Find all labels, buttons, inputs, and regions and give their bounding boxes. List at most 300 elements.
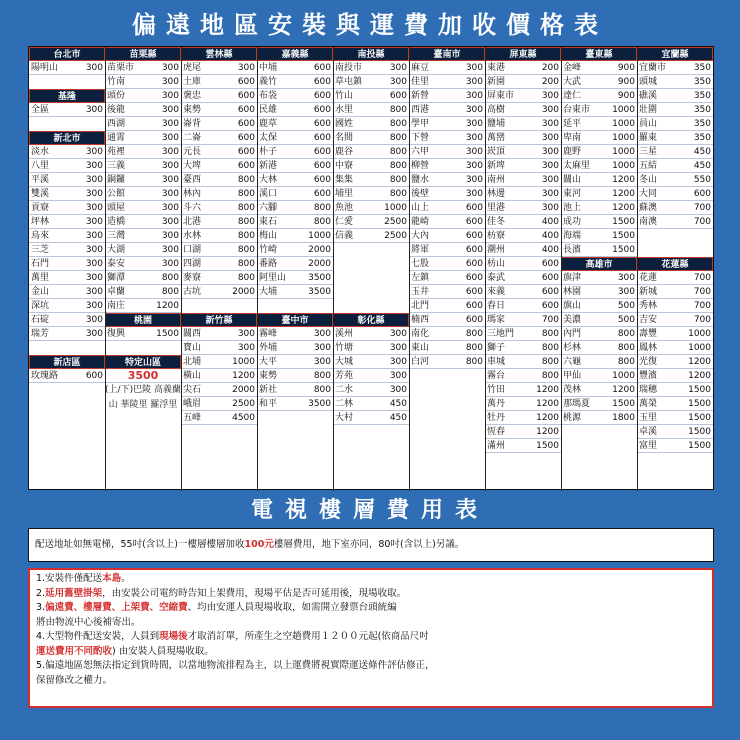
price-row — [637, 425, 713, 439]
area-price: 1200 — [688, 371, 711, 381]
area-name: 陽明山 — [31, 63, 59, 73]
area-name: 萬里 — [31, 273, 50, 283]
area-price: 1000 — [308, 231, 331, 241]
area-name: 延平 — [563, 119, 582, 129]
area-price: 1500 — [612, 399, 635, 409]
note-highlight: 延用舊壁掛架 — [45, 587, 103, 599]
area-price: 600 — [465, 245, 483, 255]
note-highlight: 運送費用不同酌收 — [36, 645, 113, 657]
area-name: 台東市 — [563, 105, 591, 115]
area-name: 車城 — [487, 357, 506, 367]
price-row — [561, 187, 637, 201]
area-price: 1000 — [688, 343, 711, 353]
floor-section-title: 電視樓層費用表 — [250, 497, 489, 523]
price-row — [333, 327, 409, 341]
area-name: 卓溪 — [639, 427, 658, 437]
area-price: 700 — [693, 273, 711, 283]
area-price: 700 — [541, 315, 559, 325]
area-name: 坪林 — [31, 217, 50, 227]
area-name: 復興 — [107, 329, 126, 339]
area-price: 350 — [693, 119, 711, 129]
note-text: 2. — [36, 587, 46, 599]
area-name: 金峰 — [563, 63, 582, 73]
area-name: 土庫 — [183, 77, 202, 87]
area-price: 300 — [389, 329, 407, 339]
area-name: 二崙 — [183, 133, 202, 143]
area-name: 鹽水 — [411, 175, 430, 185]
note-text: ) 由安裝人員現場收取。 — [112, 645, 214, 657]
area-price: 300 — [161, 91, 179, 101]
area-name: 冬山 — [639, 175, 658, 185]
area-price: 300 — [85, 287, 103, 297]
area-price: 300 — [161, 133, 179, 143]
area-name: 白河 — [411, 357, 430, 367]
price-row — [485, 145, 561, 159]
region-header: 特定山區 — [105, 355, 181, 369]
price-row — [181, 215, 257, 229]
area-price: 200 — [541, 77, 559, 87]
price-row — [105, 159, 181, 173]
price-row — [637, 313, 713, 327]
area-price: 800 — [237, 189, 255, 199]
price-row — [409, 299, 485, 313]
region-header: 彰化縣 — [333, 313, 409, 327]
area-price: 2000 — [308, 245, 331, 255]
area-name: 頭份 — [107, 91, 126, 101]
price-row — [257, 215, 333, 229]
area-name: 斗六 — [183, 203, 202, 213]
price-row — [181, 201, 257, 215]
area-name: 南投市 — [335, 63, 363, 73]
mountain-area-note: (上/下)巴陵 高義蘭山 華陵里 羅浮里 — [105, 385, 181, 410]
area-price: 450 — [693, 147, 711, 157]
area-name: 鹿谷 — [335, 147, 354, 157]
area-price: 1200 — [612, 175, 635, 185]
area-price: 800 — [389, 189, 407, 199]
area-price: 800 — [389, 105, 407, 115]
area-price: 800 — [237, 273, 255, 283]
price-row — [105, 117, 181, 131]
area-price: 600 — [465, 273, 483, 283]
price-row — [181, 341, 257, 355]
price-row — [409, 117, 485, 131]
area-name: 卑南 — [563, 133, 582, 143]
area-name: 大同 — [639, 189, 658, 199]
region-header: 臺中市 — [257, 313, 333, 327]
price-row — [637, 439, 713, 453]
area-name: 新園 — [487, 77, 506, 87]
price-row — [29, 215, 105, 229]
region-header: 基隆 — [29, 89, 105, 103]
area-price: 300 — [465, 105, 483, 115]
area-name: 壽豐 — [639, 329, 658, 339]
area-name: 潮州 — [487, 245, 506, 255]
price-row — [637, 103, 713, 117]
area-price: 2000 — [308, 259, 331, 269]
area-price: 300 — [161, 203, 179, 213]
price-row — [561, 411, 637, 425]
area-price: 300 — [541, 189, 559, 199]
region-header: 花蓮縣 — [637, 257, 713, 271]
price-row — [637, 271, 713, 285]
note-highlight: 現場後 — [159, 631, 188, 642]
area-price: 500 — [617, 301, 635, 311]
area-name: 金山 — [31, 287, 50, 297]
area-price: 300 — [465, 147, 483, 157]
price-row — [105, 75, 181, 89]
price-row — [485, 131, 561, 145]
area-name: 那瑪夏 — [563, 399, 591, 409]
area-name: 楠西 — [411, 315, 430, 325]
area-name: 成功 — [563, 217, 582, 227]
price-row — [105, 103, 181, 117]
area-name: 烏來 — [31, 231, 50, 241]
note-text: ，由安裝公司電約時告知上架費用，現場平估是否可延用後，現場收取。 — [102, 587, 407, 599]
region-header: 臺東縣 — [561, 47, 637, 61]
area-price: 1200 — [612, 203, 635, 213]
area-price: 1200 — [536, 427, 559, 437]
price-row — [105, 285, 181, 299]
area-name: 新港 — [259, 161, 278, 171]
area-price: 1500 — [688, 441, 711, 451]
area-price: 600 — [313, 147, 331, 157]
price-row — [561, 229, 637, 243]
area-price: 300 — [465, 133, 483, 143]
area-name: 豐濱 — [639, 371, 658, 381]
price-row — [409, 145, 485, 159]
price-row — [637, 355, 713, 369]
area-price: 1200 — [688, 357, 711, 367]
area-price: 400 — [541, 217, 559, 227]
area-name: 恆春 — [487, 427, 506, 437]
area-name: 瑞芳 — [31, 329, 50, 339]
price-row — [29, 257, 105, 271]
area-name: 瑞穗 — [639, 385, 658, 395]
area-name: 蘇澳 — [639, 203, 658, 213]
area-price: 1000 — [612, 161, 635, 171]
area-name: 里港 — [487, 203, 506, 213]
area-name: 海端 — [563, 231, 582, 241]
price-row — [105, 145, 181, 159]
area-name: 林邊 — [487, 189, 506, 199]
note-line — [36, 601, 706, 616]
price-row — [485, 201, 561, 215]
area-price: 350 — [693, 133, 711, 143]
price-row — [409, 243, 485, 257]
area-name: 旗山 — [563, 301, 582, 311]
area-price: 800 — [313, 217, 331, 227]
column-divider — [637, 47, 638, 491]
area-name: 新城 — [639, 287, 658, 297]
price-row — [181, 173, 257, 187]
area-name: 關山 — [563, 175, 582, 185]
area-price: 300 — [85, 259, 103, 269]
price-row — [485, 355, 561, 369]
area-name: 東山 — [411, 343, 430, 353]
area-name: 枋山 — [487, 259, 506, 269]
area-price: 300 — [85, 161, 103, 171]
price-row — [637, 117, 713, 131]
area-price: 800 — [237, 259, 255, 269]
area-price: 800 — [161, 287, 179, 297]
area-name: 西湖 — [107, 119, 126, 129]
area-name: 竹塘 — [335, 343, 354, 353]
area-price: 300 — [237, 329, 255, 339]
price-row — [29, 229, 105, 243]
area-price: 600 — [313, 63, 331, 73]
area-price: 300 — [389, 371, 407, 381]
region-header: 台北市 — [29, 47, 105, 61]
price-row — [561, 75, 637, 89]
area-name: 朴子 — [259, 147, 278, 157]
price-row — [181, 397, 257, 411]
area-price: 700 — [693, 315, 711, 325]
area-price: 550 — [693, 175, 711, 185]
area-price: 800 — [389, 147, 407, 157]
area-name: 鹿野 — [563, 147, 582, 157]
area-name: 枋寮 — [487, 231, 506, 241]
price-row — [181, 369, 257, 383]
price-row — [409, 159, 485, 173]
area-price: 600 — [541, 273, 559, 283]
area-price: 700 — [693, 301, 711, 311]
region-header: 新北市 — [29, 131, 105, 145]
area-price: 300 — [161, 161, 179, 171]
area-name: 卓蘭 — [107, 287, 126, 297]
note-text: 1.安裝件僅配送 — [36, 573, 103, 584]
price-row — [561, 327, 637, 341]
column-divider — [409, 47, 410, 491]
area-price: 600 — [237, 91, 255, 101]
area-price: 300 — [541, 91, 559, 101]
area-price: 300 — [465, 119, 483, 129]
area-price: 800 — [237, 217, 255, 227]
area-name: 竹崎 — [259, 245, 278, 255]
area-price: 300 — [85, 147, 103, 157]
price-row — [105, 89, 181, 103]
area-price: 400 — [541, 245, 559, 255]
floor-fee-box — [28, 528, 714, 562]
price-row — [181, 285, 257, 299]
price-row — [333, 187, 409, 201]
area-price: 300 — [237, 63, 255, 73]
area-name: 草屯鎮 — [335, 77, 363, 87]
area-name: 東勢 — [259, 371, 278, 381]
area-name: 五峰 — [183, 413, 202, 423]
area-price: 800 — [313, 203, 331, 213]
area-price: 1200 — [536, 399, 559, 409]
price-row — [409, 257, 485, 271]
area-price: 800 — [237, 203, 255, 213]
area-name: 大平 — [259, 357, 278, 367]
area-name: 泰武 — [487, 273, 506, 283]
area-name: 二水 — [335, 385, 354, 395]
area-price: 300 — [465, 91, 483, 101]
price-row — [485, 257, 561, 271]
area-name: 屏東市 — [487, 91, 515, 101]
price-row — [257, 89, 333, 103]
price-row — [485, 439, 561, 453]
note-line — [36, 587, 706, 602]
area-price: 900 — [617, 91, 635, 101]
area-name: 褒忠 — [183, 91, 202, 101]
area-name: 來義 — [487, 287, 506, 297]
area-price: 300 — [161, 245, 179, 255]
price-row — [485, 327, 561, 341]
area-price: 600 — [465, 259, 483, 269]
area-price: 450 — [389, 399, 407, 409]
area-name: 美濃 — [563, 315, 582, 325]
area-name: 南州 — [487, 175, 506, 185]
area-name: 溪州 — [335, 329, 354, 339]
area-price: 800 — [541, 357, 559, 367]
area-name: 林內 — [183, 189, 202, 199]
area-name: 牡丹 — [487, 413, 506, 423]
price-row — [181, 229, 257, 243]
price-row — [485, 215, 561, 229]
price-row — [181, 61, 257, 75]
area-name: 太保 — [259, 133, 278, 143]
area-price: 300 — [85, 245, 103, 255]
area-price: 1200 — [232, 371, 255, 381]
area-name: 二林 — [335, 399, 354, 409]
area-name: 光復 — [639, 357, 658, 367]
area-name: 阿里山 — [259, 273, 287, 283]
area-name: 宜蘭市 — [639, 63, 667, 73]
price-row — [181, 243, 257, 257]
price-row — [637, 341, 713, 355]
price-row — [333, 369, 409, 383]
price-row — [257, 159, 333, 173]
area-price: 700 — [693, 203, 711, 213]
price-row — [29, 173, 105, 187]
price-row — [561, 355, 637, 369]
area-name: 雙溪 — [31, 189, 50, 199]
area-price: 300 — [161, 105, 179, 115]
price-row — [409, 75, 485, 89]
area-name: 左鎮 — [411, 273, 430, 283]
price-row — [105, 369, 181, 383]
area-name: 鹿草 — [259, 119, 278, 129]
area-price: 600 — [465, 315, 483, 325]
page-title: 偏遠地區安裝與運費加收價格表 — [132, 10, 608, 39]
price-row — [637, 173, 713, 187]
area-price: 350 — [693, 105, 711, 115]
note-line — [36, 645, 706, 660]
price-row — [485, 299, 561, 313]
price-row — [561, 313, 637, 327]
area-price: 300 — [541, 175, 559, 185]
area-price: 600 — [237, 147, 255, 157]
price-row — [105, 187, 181, 201]
price-row — [637, 159, 713, 173]
area-name: 南化 — [411, 329, 430, 339]
price-row — [29, 299, 105, 313]
price-row — [485, 285, 561, 299]
region-header: 屏東縣 — [485, 47, 561, 61]
area-name: 七股 — [411, 259, 430, 269]
area-price: 1200 — [612, 385, 635, 395]
area-price: 450 — [389, 413, 407, 423]
note-text: 才取消訂單，所產生之空趟費用１２００元起(依商品尺吋 — [187, 631, 429, 642]
price-row — [637, 383, 713, 397]
price-row — [105, 131, 181, 145]
area-name: 柳營 — [411, 161, 430, 171]
price-row — [181, 75, 257, 89]
area-price: 600 — [465, 217, 483, 227]
price-row — [181, 187, 257, 201]
price-row — [561, 159, 637, 173]
area-name: 東石 — [259, 217, 278, 227]
area-name: 梅山 — [259, 231, 278, 241]
price-row — [485, 173, 561, 187]
note-text: 保留修改之權力。 — [36, 674, 113, 686]
price-row — [637, 131, 713, 145]
price-row — [485, 75, 561, 89]
area-name: 桃源 — [563, 413, 582, 423]
price-row — [257, 131, 333, 145]
price-row — [637, 285, 713, 299]
price-row — [637, 75, 713, 89]
area-name: 獅潭 — [107, 273, 126, 283]
area-price: 600 — [465, 287, 483, 297]
area-name: 大武 — [563, 77, 582, 87]
price-row — [637, 145, 713, 159]
area-price: 1500 — [688, 427, 711, 437]
area-price: 300 — [85, 329, 103, 339]
area-price: 800 — [465, 343, 483, 353]
price-row — [257, 369, 333, 383]
price-row — [409, 103, 485, 117]
area-price: 300 — [465, 161, 483, 171]
price-row — [409, 355, 485, 369]
area-name: 橫山 — [183, 371, 202, 381]
area-price: 300 — [85, 217, 103, 227]
area-name: 茂林 — [563, 385, 582, 395]
area-price: 300 — [85, 63, 103, 73]
area-price: 800 — [237, 175, 255, 185]
price-row — [257, 173, 333, 187]
area-name: 石門 — [31, 259, 50, 269]
note-highlight: 本島 — [102, 573, 122, 584]
area-name: 吉安 — [639, 315, 658, 325]
area-price: 450 — [693, 161, 711, 171]
price-row — [637, 187, 713, 201]
column-divider — [181, 47, 182, 491]
price-row — [181, 131, 257, 145]
area-price: 350 — [693, 91, 711, 101]
area-price: 300 — [85, 203, 103, 213]
area-name: 公館 — [107, 189, 126, 199]
price-row — [409, 89, 485, 103]
area-price: 300 — [313, 357, 331, 367]
note-text: 3. — [36, 602, 46, 613]
price-row — [485, 229, 561, 243]
price-row — [409, 131, 485, 145]
area-name: 六腳 — [259, 203, 278, 213]
area-name: 信義 — [335, 231, 354, 241]
price-row — [485, 397, 561, 411]
area-name: 春日 — [487, 301, 506, 311]
area-name: 苗栗市 — [107, 63, 135, 73]
area-price: 800 — [237, 231, 255, 241]
area-name: 秀林 — [639, 301, 658, 311]
price-row — [105, 257, 181, 271]
area-name: 霧台 — [487, 371, 506, 381]
price-row — [29, 187, 105, 201]
price-row — [561, 215, 637, 229]
area-name: 麥寮 — [183, 273, 202, 283]
